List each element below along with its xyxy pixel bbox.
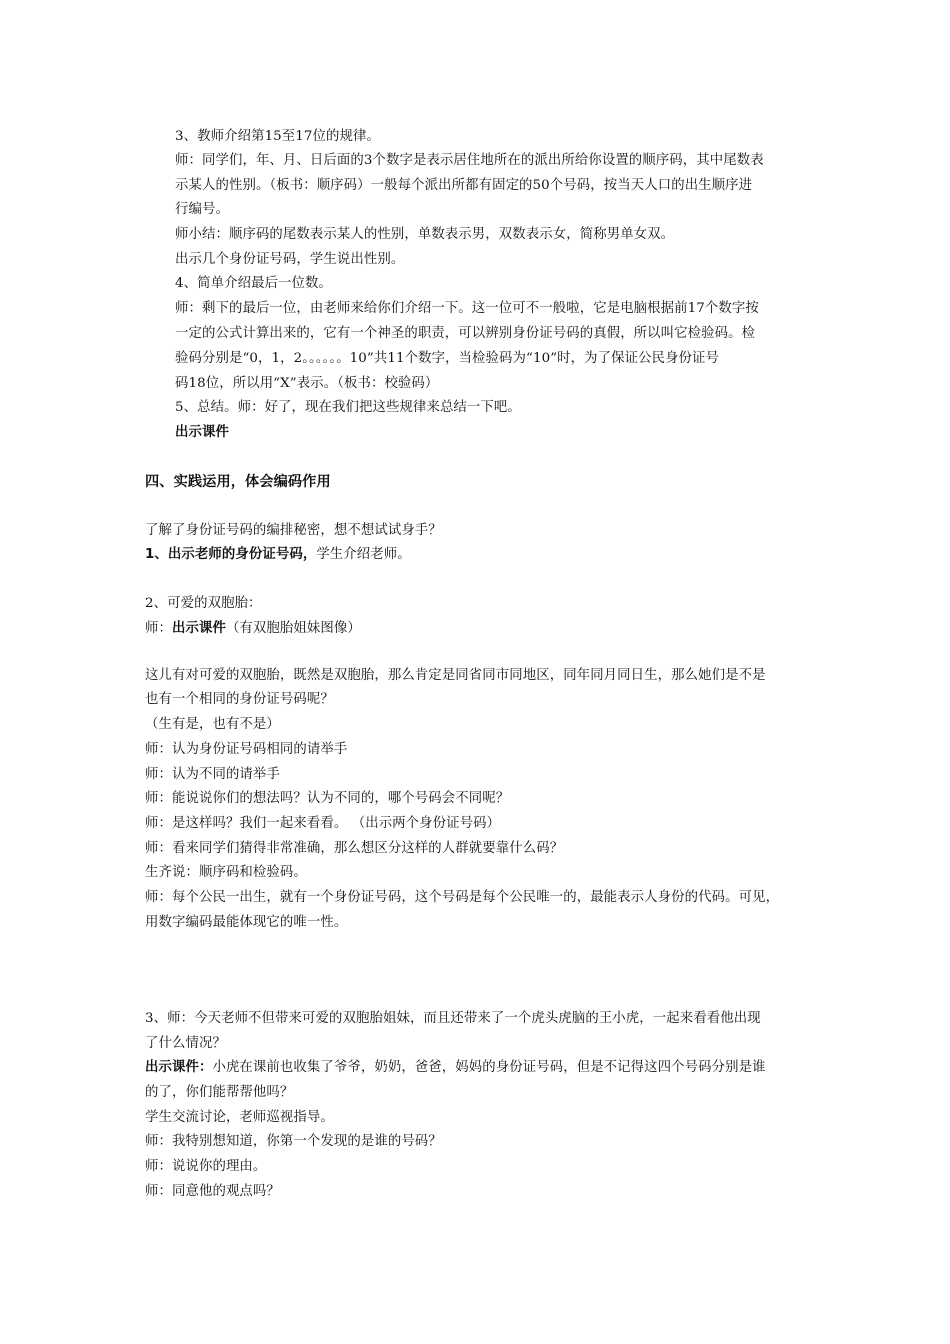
paragraph-line: 了什么情况？ (145, 1036, 226, 1051)
step-5-title: 5、总结。师：好了，现在我们把这些规律来总结一下吧。 (175, 400, 521, 415)
question-2-rest: （有双胞胎姐妹图像） (225, 621, 361, 636)
question-2-line (145, 620, 361, 638)
paragraph-line: 一定的公式计算出来的，它有一个神圣的职责，可以辨别身份证号码的真假，所以叫它检验码。检 (175, 326, 756, 341)
paragraph-line: 用数字编码最能体现它的唯一性。 (145, 915, 348, 930)
paragraph-line: 这儿有对可爱的双胞胎，既然是双胞胎，那么肯定是同省同市同地区，同年同月同日生，那么她们是不是 (145, 668, 766, 683)
paragraph-line: 师：剩下的最后一位，由老师来给你们介绍一下。这一位可不一般啦，它是电脑根据前17个数字按 (175, 301, 759, 316)
question-3-courseware-line (145, 1059, 766, 1077)
paragraph-line: 出示几个身份证号码，学生说出性别。 (175, 252, 405, 267)
paragraph-line: 验码分别是“0，1，2。。。。。。10”共11个数字，当检验码为“10”时，为了保证公民身份证号 (175, 351, 720, 366)
show-courseware-label: 出示课件： (145, 1060, 213, 1075)
paragraph-line: 师：同意他的观点吗？ (145, 1184, 280, 1199)
question-2-title: 2、可爱的双胞胎： (145, 596, 262, 611)
paragraph-line: 生齐说：顺序码和检验码。 (145, 865, 307, 880)
section-heading: 四、实践运用，体会编码作用 (145, 474, 331, 490)
show-courseware-label: 出示课件 (171, 621, 226, 636)
paragraph-line: 学生交流讨论，老师巡视指导。 (145, 1110, 334, 1125)
question-1 (145, 546, 411, 564)
paragraph-line: 师：能说说你们的想法吗？认为不同的，哪个号码会不同呢？ (145, 791, 510, 806)
paragraph-line: 师：每个公民一出生，就有一个身份证号码，这个号码是每个公民唯一的，最能表示人身份的代码。可见， (145, 890, 780, 905)
paragraph-line: 示某人的性别。（板书：顺序码）一般每个派出所都有固定的50个号码，按当天人口的出生顺序进 (175, 178, 753, 193)
courseware-text: 小虎在课前也收集了爷爷，奶奶，爸爸，妈妈的身份证号码，但是不记得这四个号码分别是谁 (212, 1060, 766, 1075)
speaker-prefix: 师： (145, 621, 172, 636)
step-4-title: 4、简单介绍最后一位数。 (175, 276, 333, 291)
paragraph-line: 的了，你们能帮帮他吗？ (145, 1085, 294, 1100)
paragraph-line: 师：是这样吗？我们一起来看看。 （出示两个身份证号码） (145, 816, 501, 831)
paragraph-line: （生有是，也有不是） (145, 717, 280, 732)
paragraph-line: 师：我特别想知道，你第一个发现的是谁的号码？ (145, 1134, 442, 1149)
paragraph-line: 也有一个相同的身份证号码呢？ (145, 692, 334, 707)
paragraph-line: 了解了身份证号码的编排秘密，想不想试试身手？ (145, 523, 442, 538)
paragraph-line: 行编号。 (175, 202, 229, 217)
question-3-line: 3、师：今天老师不但带来可爱的双胞胎姐妹，而且还带来了一个虎头虎脑的王小虎，一起来看看他出现 (145, 1011, 761, 1026)
paragraph-line: 师小结：顺序码的尾数表示某人的性别，单数表示男，双数表示女，简称男单女双。 (175, 227, 675, 242)
question-1-bold: 1、出示老师的身份证号码， (145, 547, 317, 562)
question-1-rest: 学生介绍老师。 (316, 547, 411, 562)
paragraph-line: 师：同学们，年、月、日后面的3个数字是表示居住地所在的派出所给你设置的顺序码，其中尾数表 (175, 153, 764, 168)
step-3-title: 3、教师介绍第15至17位的规律。 (175, 129, 380, 144)
show-courseware-label: 出示课件 (175, 425, 229, 440)
paragraph-line: 师：认为身份证号码相同的请举手 (145, 742, 348, 757)
paragraph-line: 师：认为不同的请举手 (145, 767, 280, 782)
paragraph-line: 师：说说你的理由。 (145, 1159, 267, 1174)
paragraph-line: 师：看来同学们猜得非常准确，那么想区分这样的人群就要靠什么码？ (145, 841, 564, 856)
paragraph-line: 码18位，所以用“X”表示。（板书：校验码） (175, 376, 439, 391)
